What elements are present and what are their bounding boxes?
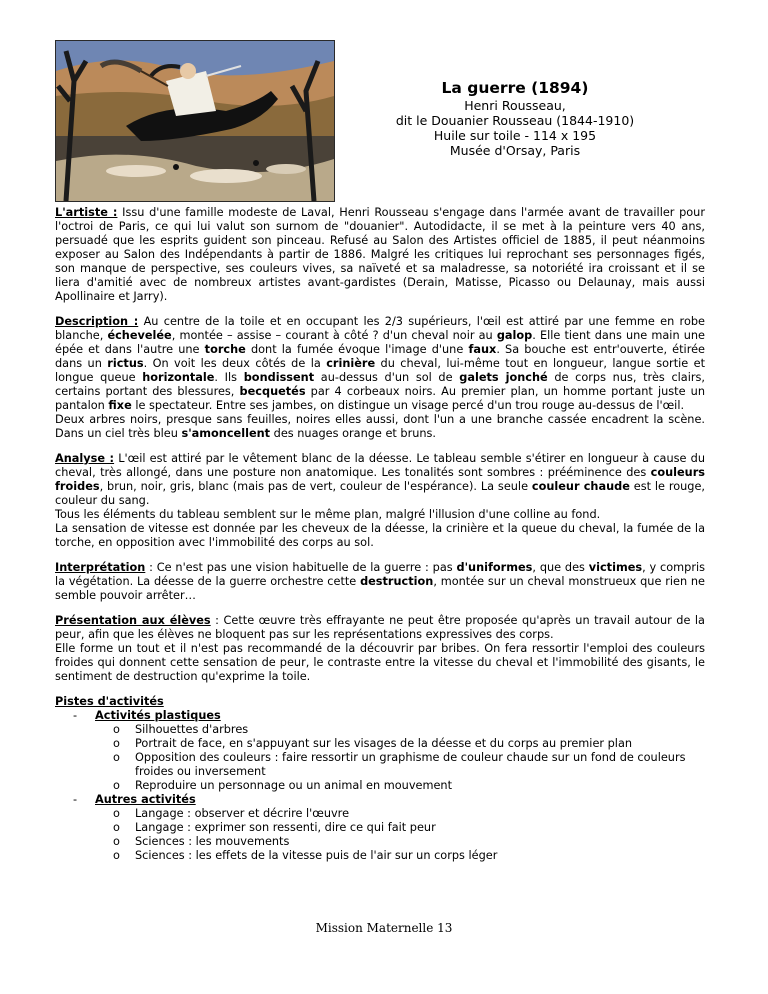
- description-text: du cheval, lui-même tout en longueur, langue sortie et longue queue: [55, 357, 706, 384]
- description-keyword: fixe: [108, 399, 132, 412]
- list-item-text: Sciences : les effets de la vitesse puis de l'air sur un corps léger: [135, 849, 498, 862]
- description-text: au-dessus d'un sol de: [314, 371, 460, 384]
- list-item-text: Portrait de face, en s'appuyant sur les visages de la déesse et du corps au premier plan: [135, 737, 633, 750]
- interpretation-text: , que des: [532, 561, 589, 574]
- bullet-marker: o: [113, 849, 120, 862]
- description-keyword: becquetés: [239, 385, 306, 398]
- interpretation-paragraph: [55, 561, 705, 603]
- bullet-marker: o: [113, 779, 120, 792]
- list-item: [55, 723, 705, 737]
- description-text: dont la fumée évoque l'image d'une: [245, 343, 469, 356]
- analyse-text: est le rouge, couleur du sang.: [55, 480, 706, 507]
- description-keyword: bondissent: [243, 371, 315, 384]
- description-keyword: échevelée: [107, 329, 172, 342]
- description-text: . Elle tient dans une main une épée et dans l'autre une: [55, 329, 705, 356]
- artwork-header: [340, 78, 690, 158]
- interpretation-keyword: victimes: [588, 561, 643, 574]
- artwork-medium: Huile sur toile - 114 x 195: [433, 128, 597, 143]
- list-item: [55, 751, 705, 779]
- bullet-marker: o: [113, 835, 120, 848]
- analyse-label: Analyse :: [55, 452, 115, 465]
- list-item: [55, 807, 705, 821]
- presentation-paragraph: [55, 614, 705, 684]
- dash-marker: -: [72, 709, 78, 722]
- description-text: des nuages orange et bruns.: [270, 427, 437, 440]
- analyse-text: , brun, noir, gris, blanc (mais pas de vert, couleur de l'espérance). La seule: [99, 480, 532, 493]
- analyse-paragraph: [55, 452, 705, 550]
- list-item-text: Langage : observer et décrire l'œuvre: [135, 807, 350, 820]
- interpretation-keyword: d'uniformes: [456, 561, 533, 574]
- description-paragraph: [55, 315, 705, 441]
- analyse-keyword: couleur chaude: [531, 480, 630, 493]
- interpretation-text: : Ce n'est pas une vision habituelle de la guerre : pas: [145, 561, 457, 574]
- description-keyword: faux: [468, 343, 497, 356]
- description-keyword: horizontale: [142, 371, 215, 384]
- bullet-marker: o: [113, 821, 120, 834]
- presentation-text: : Cette œuvre très effrayante ne peut être proposée qu'après un travail autour de la peur, afin que les élèves ne bloquent pas sur les représentations expressives des corps.: [55, 614, 705, 641]
- presentation-label: Présentation aux élèves: [55, 614, 211, 627]
- list-item-text: Reproduire un personnage ou un animal en mouvement: [135, 779, 453, 792]
- description-keyword: rictus: [107, 357, 144, 370]
- activities-category: [55, 793, 705, 807]
- artiste-text: Issu d'une famille modeste de Laval, Henri Rousseau s'engage dans l'armée avant de travailler pour l'octroi de Paris, ce qui lui valut son surnom de "douanier". Autodidacte, il se met à la peinture vers 40 ans, persuadé que les esprits guident son pinceau. Refusé au Salon des Artistes officiel de 1885, il peut néanmoins exposer au Salon des Indépendants à partir de 1886. Malgré les critiques lui reprochant ses personnages figés, son manque de perspective, ses couleurs vives, sa naïveté et sa maladresse, sa notoriété ira croissant et il se liera d'amitié avec de nombreux artistes avant-gardistes (Derain, Matisse, Picasso ou Delaunay, mais aussi Apollinaire et Jarry).: [55, 206, 705, 303]
- artiste-paragraph: [55, 206, 705, 304]
- interpretation-keyword: destruction: [360, 575, 434, 588]
- list-item-text: Opposition des couleurs : faire ressortir un graphisme de couleur chaude sur un fond de couleurs froides ou inversement: [135, 751, 686, 778]
- description-text: , montée – assise – courant à côté ? d'un cheval noir au: [171, 329, 497, 342]
- description-text: . On voit les deux côtés de la: [143, 357, 327, 370]
- artist-nickname: dit le Douanier Rousseau (1844-1910): [395, 113, 635, 128]
- list-item: [55, 821, 705, 835]
- document-body: [55, 206, 705, 863]
- analyse-keyword: couleurs froides: [55, 466, 705, 493]
- description-keyword: galop: [496, 329, 533, 342]
- bullet-marker: o: [113, 737, 120, 750]
- description-keyword: galets jonché: [459, 371, 548, 384]
- description-keyword: torche: [204, 343, 246, 356]
- other-activities-heading: Autres activités: [95, 793, 196, 806]
- activities-category: [55, 709, 705, 723]
- list-item: [55, 849, 705, 863]
- bullet-marker: o: [113, 807, 120, 820]
- list-item-text: Langage : exprimer son ressenti, dire ce qui fait peur: [135, 821, 436, 834]
- list-item: [55, 779, 705, 793]
- list-item-text: Sciences : les mouvements: [135, 835, 290, 848]
- list-item: [55, 737, 705, 751]
- plastic-activities-heading: Activités plastiques: [95, 709, 221, 722]
- bullet-marker: o: [113, 751, 120, 764]
- dash-marker: -: [72, 793, 78, 806]
- description-text: de corps nus, très clairs, certains portant des blessures,: [55, 371, 705, 398]
- description-text: Au centre de la toile et en occupant les 2/3 supérieurs, l'œil est attiré par une femme en robe blanche,: [55, 315, 705, 342]
- artiste-label: L'artiste :: [55, 206, 118, 219]
- artwork-title: La guerre (1894): [441, 79, 589, 97]
- presentation-text: Elle forme un tout et il n'est pas recommandé de la découvrir par bribes. On fera ressortir l'emploi des couleurs froides qui donnent cette sensation de peur, le contraste entre la vitesse du cheval et l'immobilité des gisants, le sentiment de destruction qu'exprime la toile.: [55, 642, 705, 683]
- description-text: . Ils: [214, 371, 244, 384]
- analyse-text: La sensation de vitesse est donnée par les cheveux de la déesse, la crinière et la queue du cheval, la fumée de la torche, en opposition avec l'immobilité des corps au sol.: [55, 522, 705, 549]
- list-item-text: Silhouettes d'arbres: [135, 723, 249, 736]
- description-label: Description :: [55, 315, 139, 328]
- artwork-location: Musée d'Orsay, Paris: [449, 143, 581, 158]
- activities-heading: Pistes d'activités: [55, 695, 164, 708]
- analyse-text: Tous les éléments du tableau semblent sur le même plan, malgré l'illusion d'une colline au fond.: [55, 508, 601, 521]
- interpretation-label: Interprétation: [55, 561, 146, 574]
- page-footer: Mission Maternelle 13: [315, 921, 453, 935]
- description-text: . Sa bouche est entr'ouverte, étirée dans un: [55, 343, 705, 370]
- list-item: [55, 835, 705, 849]
- painting-image: [55, 40, 335, 202]
- description-text: le spectateur. Entre ses jambes, on distingue un visage percé d'un trou rouge au-dessus de l'œil.: [131, 399, 685, 412]
- interpretation-text: , montée sur un cheval monstrueux que rien ne semble pouvoir arrêter…: [55, 575, 706, 602]
- description-keyword: s'amoncellent: [181, 427, 271, 440]
- analyse-text: L'œil est attiré par le vêtement blanc de la déesse. Le tableau semble s'étirer en longueur à cause du cheval, très allongé, dans une posture non anatomique. Les tonalités sont sombres : prééminence des: [55, 452, 705, 479]
- activities-section: [55, 695, 705, 863]
- description-keyword: crinière: [326, 357, 376, 370]
- bullet-marker: o: [113, 723, 120, 736]
- description-text: par 4 corbeaux noirs. Au premier plan, un homme portant juste un pantalon: [55, 385, 705, 412]
- interpretation-text: , y compris la végétation. La déesse de la guerre orchestre cette: [55, 561, 706, 588]
- artist-name: Henri Rousseau,: [464, 98, 566, 113]
- description-text: Deux arbres noirs, presque sans feuilles, noires elles aussi, dont l'un a une branche cassée encadrent la scène. Dans un ciel très bleu: [55, 413, 705, 440]
